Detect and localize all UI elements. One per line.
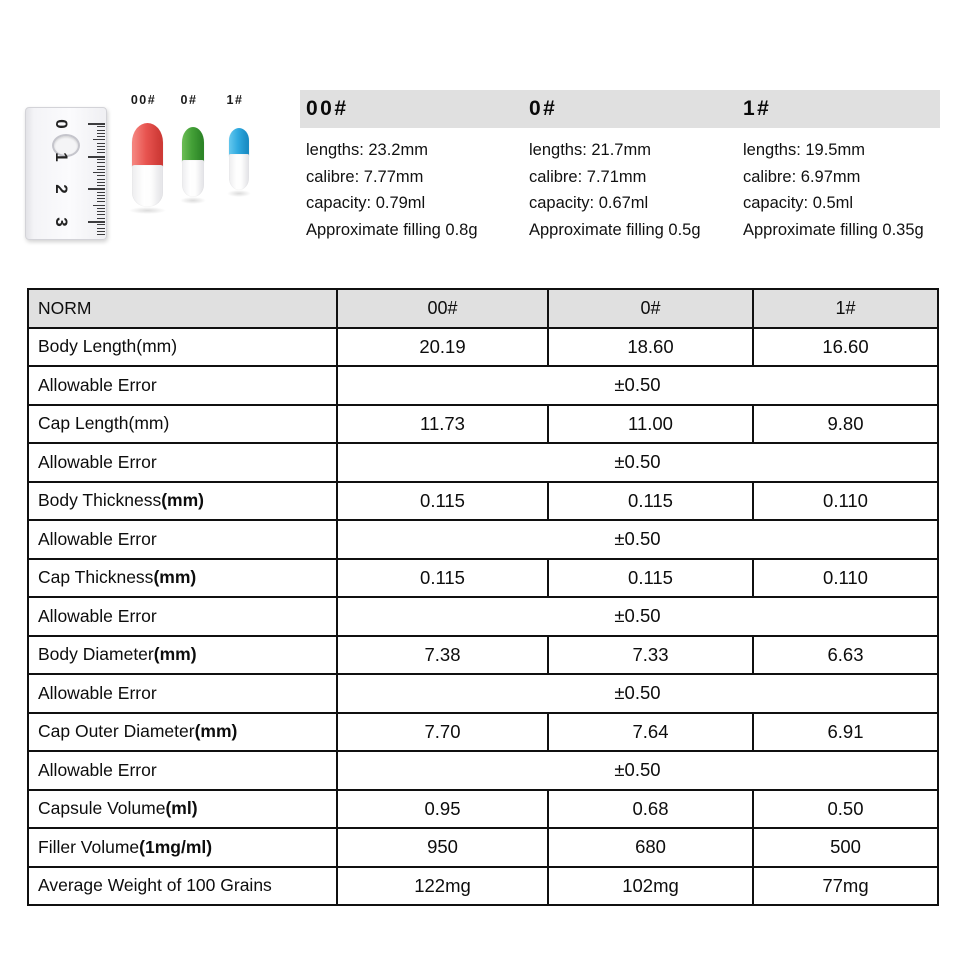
ruler-minor-tick: [97, 136, 105, 137]
size-spec-line: capacity: 0.79ml: [306, 194, 426, 212]
table-row: [28, 828, 938, 867]
size-spec-line: capacity: 0.67ml: [529, 194, 649, 212]
ruler-minor-tick: [97, 192, 105, 193]
capsule-cap: [229, 128, 249, 156]
ruler-minor-tick: [97, 143, 105, 144]
table-header-cell: 0#: [548, 289, 753, 328]
table-value-cell: 77mg: [753, 867, 938, 906]
size-code-heading: 1#: [743, 97, 772, 120]
table-value-cell: 102mg: [548, 867, 753, 906]
table-value-cell: 11.73: [337, 405, 548, 444]
spec-table-wrapper: [27, 288, 939, 906]
ruler-minor-tick: [97, 182, 105, 183]
ruler-minor-tick: [97, 211, 105, 212]
table-value-cell: 11.00: [548, 405, 753, 444]
ruler-minor-tick: [97, 166, 105, 167]
size-spec-line: lengths: 19.5mm: [743, 141, 865, 159]
ruler-number: 1: [52, 151, 71, 162]
table-span-value: ±0.50: [337, 443, 938, 482]
table-row-label: Average Weight of 100 Grains: [28, 867, 337, 906]
table-value-cell: 20.19: [337, 328, 548, 367]
capsule-size-label: 1#: [226, 93, 244, 107]
table-value-cell: 680: [548, 828, 753, 867]
table-value-cell: 7.33: [548, 636, 753, 675]
capsule-illustration: [229, 128, 249, 190]
table-row: [28, 713, 938, 752]
ruler-major-tick: [88, 221, 105, 223]
table-value-cell: 0.95: [337, 790, 548, 829]
table-row: [28, 751, 938, 790]
ruler-minor-tick: [93, 205, 105, 206]
table-span-value: ±0.50: [337, 520, 938, 559]
capsule-shadow: [180, 197, 206, 204]
size-spec-line: Approximate filling 0.8g: [306, 220, 478, 239]
table-value-cell: 18.60: [548, 328, 753, 367]
table-row: [28, 674, 938, 713]
ruler-major-tick: [88, 188, 105, 190]
table-value-cell: 0.110: [753, 482, 938, 521]
ruler-minor-tick: [97, 162, 105, 163]
table-row: [28, 597, 938, 636]
size-code-heading: 0#: [529, 97, 558, 120]
table-span-value: ±0.50: [337, 597, 938, 636]
capsule-body: [132, 165, 163, 207]
table-header-cell: NORM: [28, 289, 337, 328]
ruler-number: 2: [52, 184, 71, 195]
table-row: [28, 366, 938, 405]
table-value-cell: 950: [337, 828, 548, 867]
table-value-cell: 122mg: [337, 867, 548, 906]
size-info-column: [737, 90, 942, 243]
spec-table: [27, 288, 939, 906]
capsule-illustration: [182, 127, 204, 197]
table-row-label: Allowable Error: [28, 520, 337, 559]
table-value-cell: 0.50: [753, 790, 938, 829]
ruler-minor-tick: [97, 214, 105, 215]
capsule-shadow: [129, 207, 166, 214]
table-value-cell: 0.68: [548, 790, 753, 829]
size-spec-line: calibre: 7.77mm: [306, 167, 424, 186]
table-row-label: Capsule Volume(ml): [28, 790, 337, 829]
capsule-size-label: 0#: [180, 93, 198, 107]
ruler-minor-tick: [97, 146, 105, 147]
ruler-minor-tick: [97, 179, 105, 180]
table-value-cell: 0.115: [548, 482, 753, 521]
ruler-minor-tick: [97, 228, 105, 229]
table-value-cell: 6.91: [753, 713, 938, 752]
ruler-major-tick: [88, 156, 105, 158]
table-row-label: Body Thickness(mm): [28, 482, 337, 521]
table-value-cell: 7.64: [548, 713, 753, 752]
ruler-minor-tick: [97, 130, 105, 131]
ruler-minor-tick: [97, 218, 105, 219]
table-span-value: ±0.50: [337, 751, 938, 790]
ruler-minor-tick: [97, 133, 105, 134]
table-row-label: Body Diameter(mm): [28, 636, 337, 675]
table-row-label: Allowable Error: [28, 366, 337, 405]
ruler-minor-tick: [97, 152, 105, 153]
table-row-label: Allowable Error: [28, 674, 337, 713]
table-row-label: Allowable Error: [28, 751, 337, 790]
ruler-minor-tick: [97, 159, 105, 160]
ruler-minor-tick: [97, 126, 105, 127]
ruler-minor-tick: [97, 185, 105, 186]
ruler-minor-tick: [97, 198, 105, 199]
table-value-cell: 500: [753, 828, 938, 867]
ruler-minor-tick: [97, 201, 105, 202]
ruler-minor-tick: [97, 208, 105, 209]
size-spec-line: calibre: 7.71mm: [529, 167, 647, 186]
table-row-label: Cap Thickness(mm): [28, 559, 337, 598]
table-value-cell: 7.38: [337, 636, 548, 675]
size-spec-line: lengths: 21.7mm: [529, 141, 651, 159]
ruler-minor-tick: [97, 234, 105, 235]
table-value-cell: 7.70: [337, 713, 548, 752]
capsule-body: [229, 154, 249, 190]
ruler-minor-tick: [97, 149, 105, 150]
table-row: [28, 867, 938, 906]
table-value-cell: 0.115: [337, 482, 548, 521]
table-value-cell: 6.63: [753, 636, 938, 675]
capsule-cap: [132, 123, 163, 167]
table-row-label: Cap Length(mm): [28, 405, 337, 444]
table-row: [28, 520, 938, 559]
table-row-label: Allowable Error: [28, 597, 337, 636]
capsule-shadow: [227, 190, 251, 197]
size-info-column: [300, 90, 520, 243]
capsule-cap: [182, 127, 204, 162]
size-spec-line: capacity: 0.5ml: [743, 194, 854, 212]
ruler-minor-tick: [97, 195, 105, 196]
table-span-value: ±0.50: [337, 674, 938, 713]
table-row: [28, 559, 938, 598]
table-value-cell: 0.115: [337, 559, 548, 598]
spec-table-body: [28, 328, 938, 906]
ruler-minor-tick: [97, 231, 105, 232]
size-spec-line: lengths: 23.2mm: [306, 141, 428, 159]
ruler-minor-tick: [97, 175, 105, 176]
table-header-cell: 1#: [753, 289, 938, 328]
capsule-body: [182, 160, 204, 197]
ruler-major-tick: [88, 123, 105, 125]
size-info-column: [523, 90, 734, 243]
table-row: [28, 328, 938, 367]
table-row: [28, 443, 938, 482]
table-span-value: ±0.50: [337, 366, 938, 405]
ruler-number: 3: [52, 217, 71, 227]
table-header-cell: 00#: [337, 289, 548, 328]
table-row-label: Cap Outer Diameter(mm): [28, 713, 337, 752]
size-code-heading: 00#: [306, 97, 349, 120]
table-row-label: Allowable Error: [28, 443, 337, 482]
table-value-cell: 0.115: [548, 559, 753, 598]
table-row: [28, 790, 938, 829]
ruler-minor-tick: [93, 139, 105, 140]
ruler-number: 0: [52, 119, 71, 129]
table-row-label: Body Length(mm): [28, 328, 337, 367]
table-row: [28, 482, 938, 521]
table-value-cell: 16.60: [753, 328, 938, 367]
table-row: [28, 636, 938, 675]
ruler-minor-tick: [97, 169, 105, 170]
table-row-label: Filler Volume(1mg/ml): [28, 828, 337, 867]
ruler-minor-tick: [93, 172, 105, 173]
size-spec-line: Approximate filling 0.5g: [529, 220, 701, 239]
spec-table-header: [28, 289, 938, 328]
ruler-minor-tick: [97, 224, 105, 225]
capsule-size-label: 00#: [130, 93, 157, 107]
table-value-cell: 9.80: [753, 405, 938, 444]
table-value-cell: 0.110: [753, 559, 938, 598]
table-row: [28, 405, 938, 444]
ruler-illustration: [25, 107, 107, 240]
size-spec-line: Approximate filling 0.35g: [743, 220, 924, 239]
capsule-illustration: [132, 123, 163, 207]
size-spec-line: calibre: 6.97mm: [743, 167, 861, 186]
